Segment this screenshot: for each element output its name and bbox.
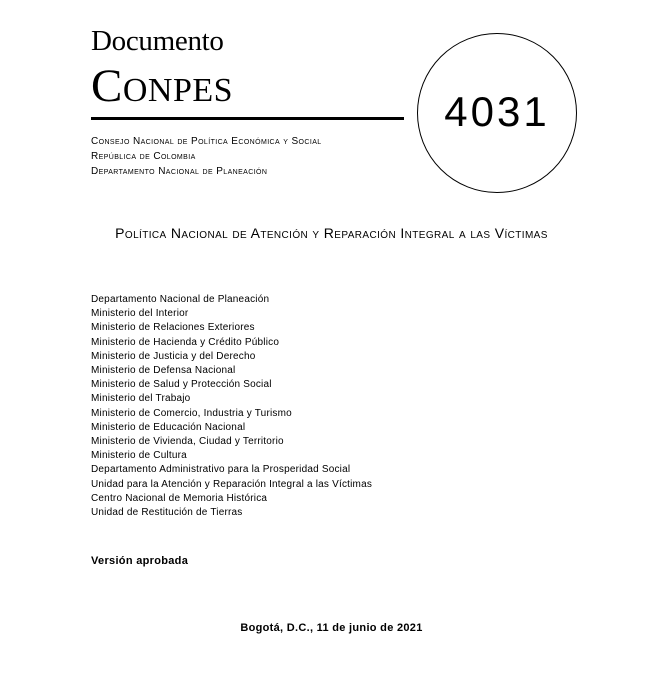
entity-item: Centro Nacional de Memoria Histórica [91, 492, 268, 504]
entity-item: Ministerio de Salud y Protección Social [91, 379, 272, 391]
entity-item: Ministerio de Relaciones Exteriores [91, 322, 255, 334]
conpes-title [91, 60, 234, 113]
entity-item: Ministerio de Cultura [91, 450, 187, 462]
entity-item: Ministerio de Comercio, Industria y Turismo [91, 407, 292, 419]
entity-item: Ministerio de Hacienda y Crédito Público [91, 336, 280, 348]
entity-item: Departamento Administrativo para la Prosperidad Social [91, 464, 351, 476]
institutions-block [91, 134, 322, 179]
conpes-title-initial: C [91, 60, 123, 112]
entity-item: Ministerio de Educación Nacional [91, 421, 246, 433]
entity-item: Ministerio de Defensa Nacional [91, 365, 236, 377]
entities-list [91, 293, 372, 520]
entity-item: Unidad de Restitución de Tierras [91, 507, 243, 519]
document-label: Documento [91, 25, 224, 57]
entity-item: Ministerio de Vivienda, Ciudad y Territorio [91, 436, 284, 448]
version-status: Versión aprobada [91, 555, 189, 567]
institution-line: Consejo Nacional de Política Económica y Social [91, 136, 322, 147]
document-number: 4031 [444, 88, 550, 135]
place-and-date: Bogotá, D.C., 11 de junio de 2021 [240, 622, 423, 634]
institution-line: República de Colombia [91, 151, 196, 162]
entity-item: Unidad para la Atención y Reparación Integral a las Víctimas [91, 478, 373, 490]
institution-line: Departamento Nacional de Planeación [91, 166, 268, 177]
policy-title: Política Nacional de Atención y Reparación Integral a las Víctimas [115, 225, 548, 241]
entity-item: Ministerio del Interior [91, 308, 189, 320]
document-number-circle [417, 33, 577, 193]
conpes-title-rest: ONPES [122, 72, 234, 109]
entity-item: Departamento Nacional de Planeación [91, 294, 270, 305]
title-underline [91, 117, 404, 120]
entity-item: Ministerio de Justicia y del Derecho [91, 350, 256, 362]
entity-item: Ministerio del Trabajo [91, 393, 191, 405]
